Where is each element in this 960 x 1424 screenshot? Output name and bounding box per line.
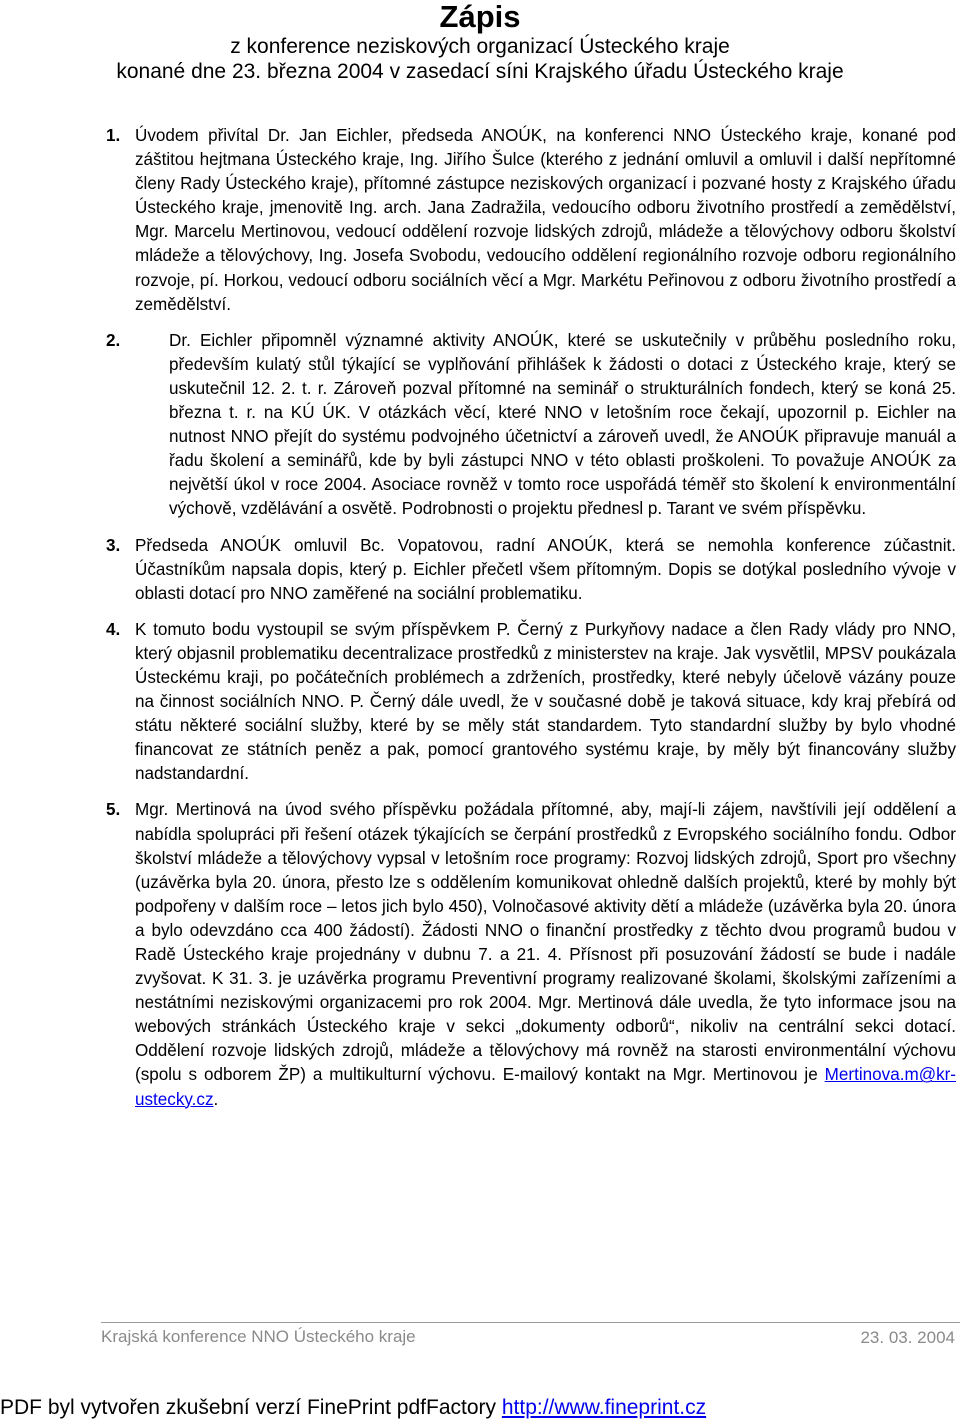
list-item-2: [0, 329, 960, 522]
item-text: Dr. Eichler připomněl významné aktivity ANOÚK, které se uskutečnily v průběhu posledního roku, především kulatý stůl týkající se vyplňování přihlášek k žádosti o dotaci z Ústeckého kraje, který se uskutečnil 12. 2. t. r. Zároveň pozval přítomné na seminář o strukturálních fondech, který se koná 25. března t. r. na KÚ ÚK. V otázkách věcí, které NNO v letošním roce čekají, upozornil p. Eichler na nutnost NNO přejít do systému podvojného účetnictví a zároveň uvedl, že ANOÚK připravuje manuál a řadu školení a seminářů, kde by byli zástupci NNO v této oblasti proškoleni. To považuje ANOÚK za největší úkol v roce 2004. Asociace rovněž v tomto roce uspořádá téměř sto školení k environmentální výchově, vzdělávání a osvětě. Podrobnosti o projektu přednesl p. Tarant ve svém příspěvku.: [169, 330, 956, 519]
email-link[interactable]: Mertinova.m@kr-ustecky.cz: [135, 1065, 956, 1109]
pdf-generator-notice: [0, 1394, 706, 1422]
document-body: [0, 124, 960, 1112]
fineprint-link[interactable]: http://www.fineprint.cz: [501, 1396, 707, 1419]
pdf-notice-text: PDF byl vytvořen zkušební verzí FinePrint pdfFactory: [0, 1396, 502, 1419]
footer-date: 23. 03. 2004: [860, 1328, 955, 1347]
document-header: [0, 0, 960, 84]
item-end-punctuation: .: [213, 1089, 219, 1109]
item-number: 3.: [106, 535, 121, 555]
list-item-1: [0, 124, 960, 317]
item-text: Úvodem přivítal Dr. Jan Eichler, předseda ANOÚK, na konferenci NNO Ústeckého kraje, konané pod záštitou hejtmana Ústeckého kraje, Ing. Jiřího Šulce (kterého z jednání omluvil a omluvil i další nepřítomné členy Rady Ústeckého kraje), přítomné zástupce neziskových organizací i pozvané hosty z Krajského úřadu Ústeckého kraje, jmenovitě Ing. arch. Jana Zadražila, vedoucího odboru životního prostředí a zemědělství, Mgr. Marcelu Mertinovou, vedoucí oddělení rozvoje lidských zdrojů, mládeže a tělovýchovy odboru školství mládeže a tělovýchovy, Ing. Josefa Svobodu, vedoucího oddělení regionálního rozvoje odboru regionálního rozvoje, pí. Horkou, vedoucí odboru sociálních věcí a Mgr. Markétu Peřinovou z odboru životního prostředí a zemědělství.: [135, 126, 956, 314]
item-text: Mgr. Mertinová na úvod svého příspěvku požádala přítomné, aby, mají-li zájem, navštívili její oddělení a nabídla spolupráci při řešení otázek týkajících se čerpání prostředků z Evropského sociálního fondu. Odbor školství mládeže a tělovýchovy vypsal v letošním roce programy: Rozvoj lidských zdrojů, Sport pro všechny (uzávěrka byla 20. února, přesto lze s oddělením komunikovat ohledně dalších projektů, které by mohly být podpořeny v dalším roce – letos jich bylo 450), Volnočasové aktivity dětí a mládeže (uzávěrka byla 20. února a bylo odevzdáno cca 400 žádostí). Žádosti NNO o finanční prostředky z těchto dvou programů budou v Radě Ústeckého kraje projednány v dubnu 7. a 21. 4. Přísnost při posuzování žádostí se bude i nadále zvyšovat. K 31. 3. je uzávěrka programu Preventivní programy realizované školami, školskými zařízeními a nestátními neziskovými organizacemi pro rok 2004. Mgr. Mertinová dále uvedla, že tyto informace jsou na webových stránkách Ústeckého kraje v sekci „dokumenty odborů“, nikoliv na centrální sekci dotací. Oddělení rozvoje lidských zdrojů, mládeže a tělovýchovy má rovněž na starosti environmentální výchovu (spolu s odborem ŽP) a multikulturní výchovu. E-mailový kontakt na Mgr. Mertinovou je: [135, 800, 956, 1085]
item-number: 1.: [106, 126, 121, 145]
item-text: K tomuto bodu vystoupil se svým příspěvkem P. Černý z Purkyňovy nadace a člen Rady vlády pro NNO, který objasnil problematiku decentralizace prostředků z ministerstev na kraje. Jak vysvětlil, MPSV poukázala Ústeckému kraji, po počátečních problémech a zdrženích, prostředky, které nebyly účelově vázány pouze na činnost sociálních NNO. P. Černý dále uvedl, že v současné době je taková situace, kdy kraj přebírá od státu některé sociální služby, které by se měly stát standardem. Tyto standardní služby by bylo vhodné financovat ze státních peněz a pak, pomocí grantového systému kraje, by měly být financovány služby nadstandardní.: [135, 619, 956, 784]
item-number: 2.: [106, 330, 121, 350]
list-item-3: [0, 534, 960, 606]
document-subtitle-line-2: konané dne 23. března 2004 v zasedací síni Krajského úřadu Ústeckého kraje: [116, 60, 844, 83]
footer-conference-name: Krajská konference NNO Ústeckého kraje: [101, 1327, 416, 1346]
list-item-4: [0, 618, 960, 787]
list-item-5: [0, 798, 960, 1111]
document-subtitle-line-1: z konference neziskových organizací Ústeckého kraje: [230, 35, 730, 58]
item-number: 5.: [106, 800, 121, 820]
item-number: 4.: [106, 619, 121, 639]
document-title: Zápis: [439, 0, 521, 34]
item-text: Předseda ANOÚK omluvil Bc. Vopatovou, radní ANOÚK, která se nemohla konference zúčastnit. Účastníkům napsala dopis, který p. Eichler přečetl všem přítomným. Dopis se dotýkal posledního vývoje v oblasti dotací pro NNO zaměřené na sociální problematiku.: [135, 535, 956, 603]
page-footer: [101, 1322, 960, 1349]
